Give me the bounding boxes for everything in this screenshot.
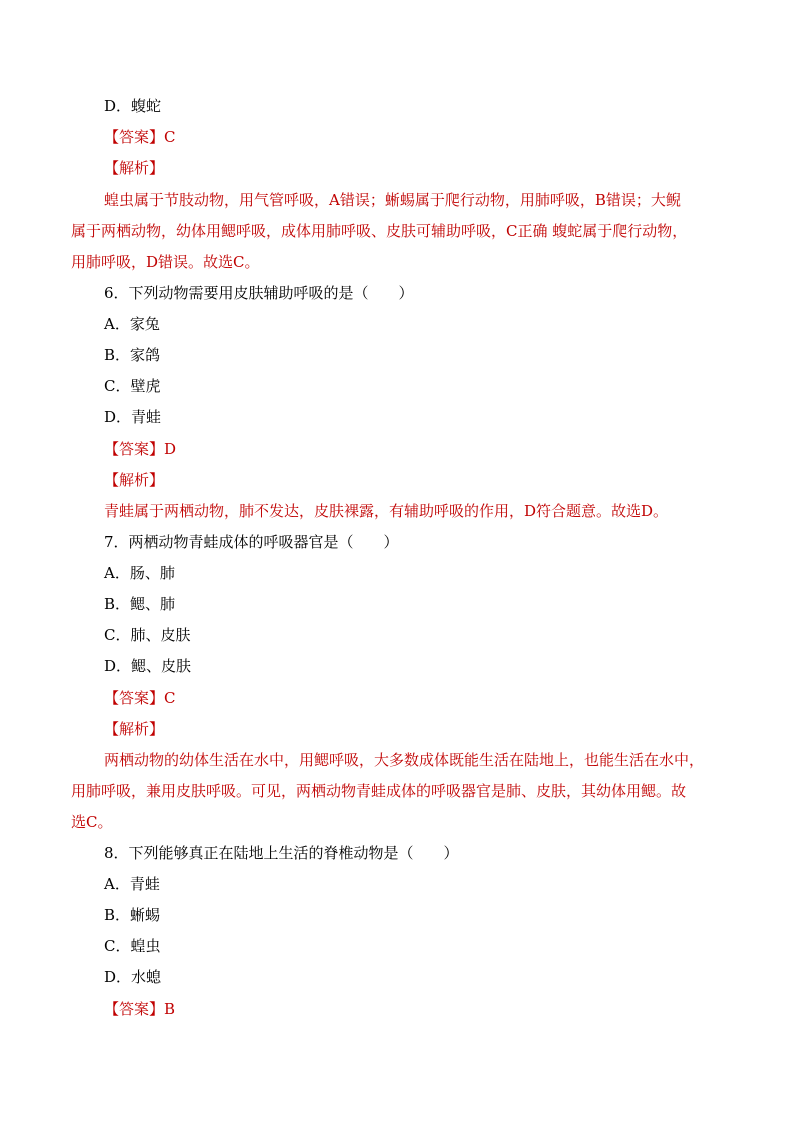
q5-analysis-line-1: 蝗虫属于节肢动物，用气管呼吸，A错误；蜥蜴属于爬行动物，用肺呼吸，B错误；大鲵 [104,191,681,209]
answer-label: 【答案】 [104,128,165,146]
answer-label: 【答案】 [104,1000,165,1018]
q5-analysis-label: 【解析】 [104,159,165,177]
q8-option-b: B．蜥蜴 [104,906,161,924]
q8-option-d: D．水螅 [104,968,162,986]
q6-option-b: B．家鸽 [104,346,161,364]
q5-analysis-line-2: 属于两栖动物，幼体用鳃呼吸，成体用肺呼吸、皮肤可辅助呼吸，C正确 蝮蛇属于爬行动物， [71,222,688,240]
answer-label: 【答案】 [104,689,165,707]
q6-option-c: C．壁虎 [104,377,161,395]
q5-analysis-line-3: 用肺呼吸，D错误。故选C。 [71,253,260,271]
q8-option-a: A．青蛙 [104,875,160,893]
answer-value: D [164,440,177,458]
q5-answer [104,127,176,147]
q7-analysis-line-3: 选C。 [71,813,113,831]
q7-question: 7．两栖动物青蛙成体的呼吸器官是（ ） [104,533,399,551]
q8-option-c: C．蝗虫 [104,937,161,955]
q8-question: 8．下列能够真正在陆地上生活的脊椎动物是（ ） [104,844,459,862]
answer-value: C [164,689,176,707]
q7-analysis-line-1: 两栖动物的幼体生活在水中，用鳃呼吸，大多数成体既能生活在陆地上，也能生活在水中， [104,751,705,769]
q8-answer [104,999,175,1019]
q6-analysis-line-1: 青蛙属于两栖动物，肺不发达，皮肤裸露，有辅助呼吸的作用，D符合题意。故选D。 [104,502,669,520]
q6-question: 6．下列动物需要用皮肤辅助呼吸的是（ ） [104,284,414,302]
q6-answer [104,439,176,459]
q6-option-d: D．青蛙 [104,408,162,426]
answer-label: 【答案】 [104,440,165,458]
q7-answer [104,688,176,708]
q7-analysis-line-2: 用肺呼吸，兼用皮肤呼吸。可见，两栖动物青蛙成体的呼吸器官是肺、皮肤，其幼体用鳃。故 [71,782,687,800]
q7-option-c: C．肺、皮肤 [104,626,191,644]
q7-analysis-label: 【解析】 [104,720,165,738]
answer-value: C [164,128,176,146]
q6-analysis-label: 【解析】 [104,471,165,489]
q7-option-d: D．鳃、皮肤 [104,657,192,675]
answer-value: B [164,1000,176,1018]
q7-option-b: B．鳃、肺 [104,595,176,613]
q7-option-a: A．肠、肺 [104,564,175,582]
q6-option-a: A．家兔 [104,315,160,333]
q5-option-d: D．蝮蛇 [104,97,162,115]
